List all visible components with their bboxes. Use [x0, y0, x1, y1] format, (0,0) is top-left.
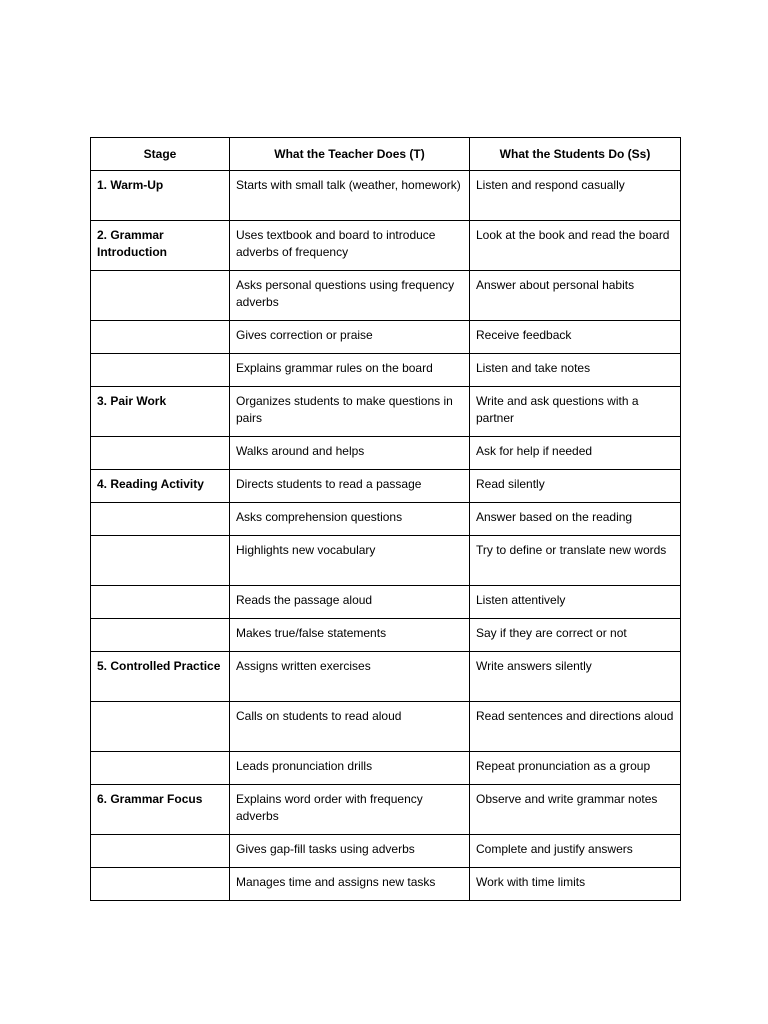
table-row: [91, 619, 681, 652]
students-cell: Listen attentively: [470, 586, 681, 619]
stage-cell: [91, 835, 230, 868]
table-row: [91, 785, 681, 835]
students-cell: Complete and justify answers: [470, 835, 681, 868]
teacher-cell: Gives correction or praise: [230, 321, 470, 354]
teacher-cell: Organizes students to make questions in pairs: [230, 387, 470, 437]
table-row: [91, 536, 681, 586]
table-row: [91, 652, 681, 702]
header-teacher: What the Teacher Does (T): [230, 138, 470, 171]
table-row: [91, 221, 681, 271]
table-row: [91, 470, 681, 503]
students-cell: Write and ask questions with a partner: [470, 387, 681, 437]
students-cell: Answer based on the reading: [470, 503, 681, 536]
table-row: [91, 321, 681, 354]
table-row: [91, 702, 681, 752]
stage-cell: 3. Pair Work: [91, 387, 230, 437]
students-cell: Work with time limits: [470, 868, 681, 901]
header-stage: Stage: [91, 138, 230, 171]
stage-cell: 1. Warm-Up: [91, 171, 230, 221]
students-cell: Ask for help if needed: [470, 437, 681, 470]
stage-cell: [91, 271, 230, 321]
teacher-cell: Uses textbook and board to introduce adverbs of frequency: [230, 221, 470, 271]
stage-cell: [91, 586, 230, 619]
students-cell: Read sentences and directions aloud: [470, 702, 681, 752]
teacher-cell: Gives gap-fill tasks using adverbs: [230, 835, 470, 868]
teacher-cell: Makes true/false statements: [230, 619, 470, 652]
table-row: [91, 171, 681, 221]
students-cell: Try to define or translate new words: [470, 536, 681, 586]
table-row: [91, 503, 681, 536]
stage-cell: [91, 536, 230, 586]
students-cell: Listen and take notes: [470, 354, 681, 387]
stage-cell: [91, 503, 230, 536]
teacher-cell: Asks personal questions using frequency adverbs: [230, 271, 470, 321]
teacher-cell: Calls on students to read aloud: [230, 702, 470, 752]
table-row: [91, 586, 681, 619]
teacher-cell: Leads pronunciation drills: [230, 752, 470, 785]
students-cell: Answer about personal habits: [470, 271, 681, 321]
table-row: [91, 387, 681, 437]
table-row: [91, 835, 681, 868]
table-row: [91, 752, 681, 785]
table-body: [91, 171, 681, 901]
header-students: What the Students Do (Ss): [470, 138, 681, 171]
stage-cell: [91, 868, 230, 901]
teacher-cell: Explains word order with frequency adverbs: [230, 785, 470, 835]
students-cell: Receive feedback: [470, 321, 681, 354]
lesson-plan-table: [90, 137, 681, 901]
header-row: [91, 138, 681, 171]
students-cell: Write answers silently: [470, 652, 681, 702]
teacher-cell: Reads the passage aloud: [230, 586, 470, 619]
teacher-cell: Asks comprehension questions: [230, 503, 470, 536]
table-header: [91, 138, 681, 171]
stage-cell: 2. Grammar Introduction: [91, 221, 230, 271]
table-row: [91, 868, 681, 901]
teacher-cell: Manages time and assigns new tasks: [230, 868, 470, 901]
stage-cell: 6. Grammar Focus: [91, 785, 230, 835]
students-cell: Say if they are correct or not: [470, 619, 681, 652]
teacher-cell: Explains grammar rules on the board: [230, 354, 470, 387]
teacher-cell: Assigns written exercises: [230, 652, 470, 702]
table-row: [91, 271, 681, 321]
stage-cell: [91, 752, 230, 785]
students-cell: Look at the book and read the board: [470, 221, 681, 271]
stage-cell: 4. Reading Activity: [91, 470, 230, 503]
stage-cell: [91, 321, 230, 354]
students-cell: Listen and respond casually: [470, 171, 681, 221]
teacher-cell: Directs students to read a passage: [230, 470, 470, 503]
teacher-cell: Walks around and helps: [230, 437, 470, 470]
students-cell: Read silently: [470, 470, 681, 503]
stage-cell: 5. Controlled Practice: [91, 652, 230, 702]
stage-cell: [91, 437, 230, 470]
stage-cell: [91, 619, 230, 652]
table-row: [91, 437, 681, 470]
teacher-cell: Highlights new vocabulary: [230, 536, 470, 586]
table-row: [91, 354, 681, 387]
students-cell: Repeat pronunciation as a group: [470, 752, 681, 785]
teacher-cell: Starts with small talk (weather, homework): [230, 171, 470, 221]
students-cell: Observe and write grammar notes: [470, 785, 681, 835]
stage-cell: [91, 354, 230, 387]
stage-cell: [91, 702, 230, 752]
